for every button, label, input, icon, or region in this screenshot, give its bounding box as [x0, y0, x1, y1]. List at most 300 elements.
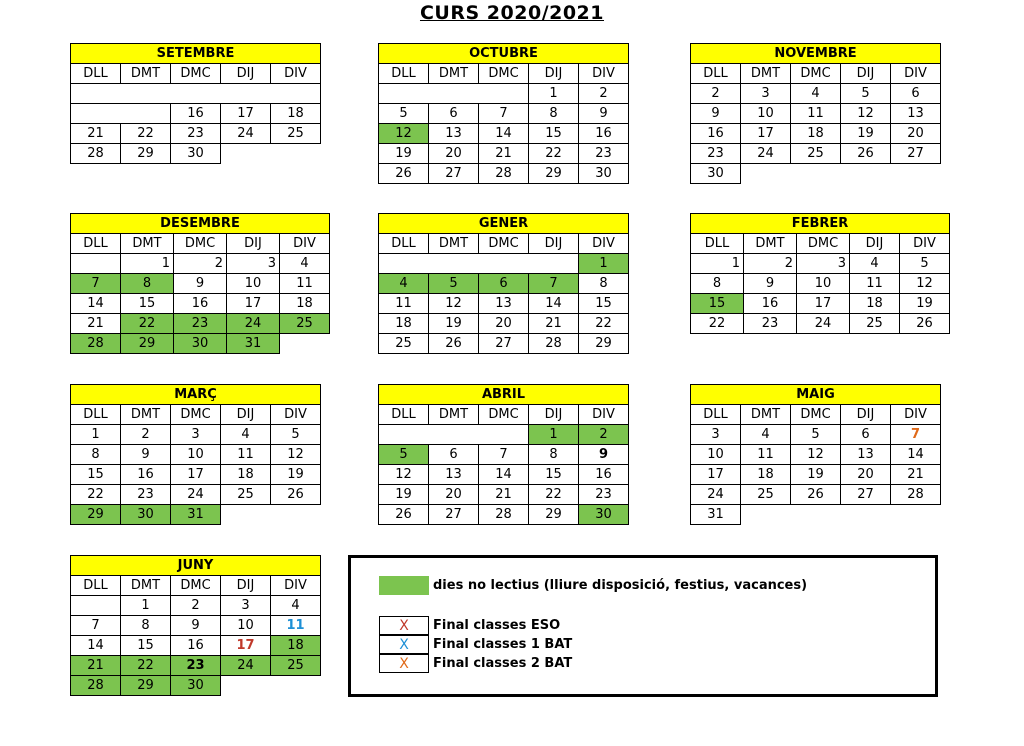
- weekday-label: DMT: [429, 405, 479, 425]
- week-row: [71, 445, 321, 465]
- empty-day: [429, 254, 479, 274]
- day-cell: 25: [221, 485, 271, 505]
- month-7: [378, 384, 629, 525]
- day-cell: 15: [121, 636, 171, 656]
- day-cell: 17: [797, 294, 850, 314]
- day-cell: 15: [579, 294, 629, 314]
- empty-day: [221, 505, 271, 525]
- month-name: FEBRER: [691, 214, 950, 234]
- day-cell: 9: [121, 445, 171, 465]
- month-0: [70, 43, 321, 164]
- day-cell: 20: [429, 485, 479, 505]
- day-cell: 5: [429, 274, 479, 294]
- day-cell: 13: [841, 445, 891, 465]
- day-cell: 21: [479, 485, 529, 505]
- day-cell: 13: [479, 294, 529, 314]
- week-row: [691, 144, 941, 164]
- empty-day: [221, 676, 271, 696]
- week-row: [71, 254, 330, 274]
- day-cell: 5: [791, 425, 841, 445]
- month-name: JUNY: [71, 556, 321, 576]
- week-row: [691, 425, 941, 445]
- day-cell: 10: [171, 445, 221, 465]
- weekday-label: DIJ: [221, 405, 271, 425]
- day-cell: 16: [171, 636, 221, 656]
- week-row: [691, 314, 950, 334]
- day-cell: 2: [579, 84, 629, 104]
- day-cell: 25: [850, 314, 900, 334]
- day-cell: 29: [121, 334, 174, 354]
- weekday-label: DIJ: [227, 234, 280, 254]
- day-cell: 1: [71, 425, 121, 445]
- month-name: NOVEMBRE: [691, 44, 941, 64]
- day-cell: 29: [529, 505, 579, 525]
- day-cell: 7: [529, 274, 579, 294]
- day-cell: 14: [71, 636, 121, 656]
- weekday-label: DLL: [379, 234, 429, 254]
- day-cell: 25: [379, 334, 429, 354]
- week-row: [691, 294, 950, 314]
- day-cell: 30: [579, 164, 629, 184]
- day-cell: 14: [479, 465, 529, 485]
- empty-day: [429, 425, 479, 445]
- day-cell: 29: [121, 144, 171, 164]
- day-cell: 23: [579, 144, 629, 164]
- weekday-label: DMC: [479, 234, 529, 254]
- day-cell: 23: [174, 314, 227, 334]
- weekday-label: DIJ: [529, 405, 579, 425]
- day-cell: 14: [529, 294, 579, 314]
- day-cell: 24: [797, 314, 850, 334]
- week-row: [379, 144, 629, 164]
- weekday-label: DMT: [121, 234, 174, 254]
- day-cell: 18: [271, 636, 321, 656]
- day-cell: 31: [691, 505, 741, 525]
- week-row: [691, 254, 950, 274]
- weekday-label: DIJ: [841, 405, 891, 425]
- day-cell: 9: [579, 104, 629, 124]
- day-cell: 13: [429, 124, 479, 144]
- day-cell: 6: [429, 104, 479, 124]
- day-cell: 23: [171, 124, 221, 144]
- week-row: [691, 485, 941, 505]
- weekday-label: DIJ: [221, 576, 271, 596]
- empty-day: [271, 505, 321, 525]
- day-cell: 7: [891, 425, 941, 445]
- weekday-label: DIV: [280, 234, 330, 254]
- day-cell: 15: [529, 124, 579, 144]
- day-cell: 4: [850, 254, 900, 274]
- legend-no-lectius-label: dies no lectius (lliure disposició, festius, vacances): [433, 578, 808, 593]
- day-cell: 8: [579, 274, 629, 294]
- day-cell: 30: [579, 505, 629, 525]
- day-cell: 18: [379, 314, 429, 334]
- day-cell: 4: [379, 274, 429, 294]
- day-cell: 9: [174, 274, 227, 294]
- day-cell: 28: [479, 505, 529, 525]
- day-cell: 4: [271, 596, 321, 616]
- legend-eso-label: Final classes ESO: [433, 618, 561, 633]
- week-row: [71, 294, 330, 314]
- month-name: GENER: [379, 214, 629, 234]
- week-row: [379, 84, 629, 104]
- day-cell: 28: [71, 676, 121, 696]
- day-cell: 10: [741, 104, 791, 124]
- day-cell: 11: [271, 616, 321, 636]
- day-cell: 7: [479, 445, 529, 465]
- week-row: [379, 254, 629, 274]
- weekday-label: DIV: [579, 234, 629, 254]
- day-cell: 2: [744, 254, 797, 274]
- weekday-label: DIJ: [850, 234, 900, 254]
- day-cell: 17: [691, 465, 741, 485]
- empty-day: [221, 84, 271, 104]
- empty-day: [741, 505, 791, 525]
- week-row: [691, 465, 941, 485]
- day-cell: 26: [379, 164, 429, 184]
- week-row: [71, 274, 330, 294]
- empty-day: [429, 84, 479, 104]
- day-cell: 5: [841, 84, 891, 104]
- day-cell: 16: [691, 124, 741, 144]
- week-row: [71, 676, 321, 696]
- day-cell: 3: [227, 254, 280, 274]
- month-6: [70, 384, 321, 525]
- empty-day: [71, 104, 121, 124]
- day-cell: 1: [579, 254, 629, 274]
- week-row: [691, 274, 950, 294]
- day-cell: 18: [791, 124, 841, 144]
- week-row: [71, 124, 321, 144]
- day-cell: 23: [691, 144, 741, 164]
- week-row: [691, 84, 941, 104]
- week-row: [71, 505, 321, 525]
- day-cell: 7: [71, 274, 121, 294]
- day-cell: 16: [121, 465, 171, 485]
- day-cell: 28: [71, 334, 121, 354]
- day-cell: 27: [479, 334, 529, 354]
- day-cell: 17: [221, 104, 271, 124]
- empty-day: [479, 84, 529, 104]
- day-cell: 6: [479, 274, 529, 294]
- weekday-label: DMT: [121, 576, 171, 596]
- day-cell: 19: [379, 485, 429, 505]
- weekday-label: DLL: [691, 234, 744, 254]
- week-row: [71, 334, 330, 354]
- weekday-label: DLL: [71, 64, 121, 84]
- empty-day: [791, 164, 841, 184]
- day-cell: 4: [280, 254, 330, 274]
- day-cell: 19: [271, 465, 321, 485]
- day-cell: 30: [171, 144, 221, 164]
- weekday-label: DLL: [379, 405, 429, 425]
- day-cell: 26: [429, 334, 479, 354]
- day-cell: 5: [379, 445, 429, 465]
- empty-day: [791, 505, 841, 525]
- weekday-label: DIJ: [221, 64, 271, 84]
- weekday-label: DLL: [71, 405, 121, 425]
- week-row: [71, 104, 321, 124]
- empty-day: [271, 144, 321, 164]
- day-cell: 18: [221, 465, 271, 485]
- day-cell: 1: [121, 254, 174, 274]
- week-row: [379, 124, 629, 144]
- weekday-label: DMC: [171, 64, 221, 84]
- day-cell: 18: [850, 294, 900, 314]
- legend-box: [348, 555, 938, 697]
- day-cell: 12: [429, 294, 479, 314]
- day-cell: 1: [121, 596, 171, 616]
- day-cell: 9: [171, 616, 221, 636]
- day-cell: 29: [71, 505, 121, 525]
- day-cell: 19: [900, 294, 950, 314]
- day-cell: 17: [221, 636, 271, 656]
- weekday-label: DIJ: [841, 64, 891, 84]
- day-cell: 27: [841, 485, 891, 505]
- day-cell: 17: [741, 124, 791, 144]
- day-cell: 20: [429, 144, 479, 164]
- day-cell: 14: [71, 294, 121, 314]
- month-1: [378, 43, 629, 184]
- day-cell: 24: [171, 485, 221, 505]
- day-cell: 15: [529, 465, 579, 485]
- day-cell: 9: [579, 445, 629, 465]
- day-cell: 22: [529, 144, 579, 164]
- day-cell: 8: [529, 104, 579, 124]
- day-cell: 5: [271, 425, 321, 445]
- empty-day: [71, 84, 121, 104]
- weekday-label: DLL: [379, 64, 429, 84]
- weekday-label: DMT: [121, 405, 171, 425]
- day-cell: 2: [579, 425, 629, 445]
- day-cell: 27: [429, 505, 479, 525]
- weekday-label: DLL: [71, 576, 121, 596]
- red-x-icon: X: [379, 616, 429, 635]
- day-cell: 25: [791, 144, 841, 164]
- empty-day: [891, 505, 941, 525]
- day-cell: 18: [741, 465, 791, 485]
- weekday-label: DIV: [271, 576, 321, 596]
- day-cell: 27: [891, 144, 941, 164]
- month-3: [70, 213, 330, 354]
- day-cell: 16: [171, 104, 221, 124]
- week-row: [691, 445, 941, 465]
- week-row: [71, 656, 321, 676]
- day-cell: 19: [379, 144, 429, 164]
- day-cell: 26: [379, 505, 429, 525]
- day-cell: 9: [691, 104, 741, 124]
- day-cell: 21: [891, 465, 941, 485]
- weekday-label: DIJ: [529, 234, 579, 254]
- weekday-label: DMT: [121, 64, 171, 84]
- legend-row-no-lectius: [379, 576, 807, 595]
- day-cell: 22: [529, 485, 579, 505]
- week-row: [71, 596, 321, 616]
- weekday-label: DIJ: [529, 64, 579, 84]
- day-cell: 19: [791, 465, 841, 485]
- day-cell: 8: [691, 274, 744, 294]
- empty-day: [121, 84, 171, 104]
- month-name: DESEMBRE: [71, 214, 330, 234]
- day-cell: 22: [121, 656, 171, 676]
- day-cell: 21: [71, 124, 121, 144]
- day-cell: 4: [791, 84, 841, 104]
- day-cell: 28: [529, 334, 579, 354]
- day-cell: 17: [171, 465, 221, 485]
- week-row: [71, 465, 321, 485]
- weekday-label: DMT: [744, 234, 797, 254]
- day-cell: 23: [744, 314, 797, 334]
- empty-day: [741, 164, 791, 184]
- weekday-label: DMC: [479, 64, 529, 84]
- weekday-label: DIV: [900, 234, 950, 254]
- empty-day: [280, 334, 330, 354]
- day-cell: 2: [691, 84, 741, 104]
- day-cell: 18: [271, 104, 321, 124]
- week-row: [691, 104, 941, 124]
- day-cell: 14: [479, 124, 529, 144]
- week-row: [379, 294, 629, 314]
- weekday-label: DLL: [691, 64, 741, 84]
- week-row: [379, 505, 629, 525]
- day-cell: 3: [171, 425, 221, 445]
- day-cell: 15: [71, 465, 121, 485]
- day-cell: 10: [691, 445, 741, 465]
- day-cell: 22: [121, 124, 171, 144]
- day-cell: 3: [221, 596, 271, 616]
- weekday-label: DMT: [741, 64, 791, 84]
- orange-x-icon: X: [379, 654, 429, 673]
- legend-bat1-label: Final classes 1 BAT: [433, 637, 573, 652]
- day-cell: 8: [121, 616, 171, 636]
- day-cell: 4: [221, 425, 271, 445]
- day-cell: 1: [691, 254, 744, 274]
- day-cell: 27: [429, 164, 479, 184]
- weekday-label: DIV: [579, 64, 629, 84]
- day-cell: 19: [841, 124, 891, 144]
- weekday-label: DMT: [429, 234, 479, 254]
- empty-day: [171, 84, 221, 104]
- week-row: [379, 485, 629, 505]
- page-title: CURS 2020/2021: [419, 2, 604, 24]
- week-row: [691, 124, 941, 144]
- day-cell: 16: [579, 124, 629, 144]
- day-cell: 7: [71, 616, 121, 636]
- empty-day: [271, 84, 321, 104]
- day-cell: 8: [71, 445, 121, 465]
- day-cell: 25: [741, 485, 791, 505]
- day-cell: 29: [529, 164, 579, 184]
- day-cell: 30: [174, 334, 227, 354]
- day-cell: 12: [379, 124, 429, 144]
- day-cell: 12: [379, 465, 429, 485]
- month-name: OCTUBRE: [379, 44, 629, 64]
- day-cell: 31: [227, 334, 280, 354]
- week-row: [71, 314, 330, 334]
- day-cell: 21: [71, 656, 121, 676]
- day-cell: 6: [429, 445, 479, 465]
- week-row: [71, 636, 321, 656]
- weekday-label: DIV: [891, 64, 941, 84]
- week-row: [379, 104, 629, 124]
- week-row: [691, 505, 941, 525]
- day-cell: 11: [379, 294, 429, 314]
- day-cell: 10: [797, 274, 850, 294]
- month-9: [70, 555, 321, 696]
- weekday-label: DMC: [171, 405, 221, 425]
- day-cell: 29: [579, 334, 629, 354]
- weekday-label: DIV: [271, 64, 321, 84]
- month-name: MAIG: [691, 385, 941, 405]
- day-cell: 10: [227, 274, 280, 294]
- month-2: [690, 43, 941, 184]
- weekday-label: DMC: [791, 405, 841, 425]
- week-row: [71, 616, 321, 636]
- empty-day: [479, 425, 529, 445]
- week-row: [71, 485, 321, 505]
- day-cell: 10: [221, 616, 271, 636]
- day-cell: 5: [379, 104, 429, 124]
- day-cell: 24: [741, 144, 791, 164]
- day-cell: 28: [71, 144, 121, 164]
- day-cell: 21: [479, 144, 529, 164]
- day-cell: 26: [791, 485, 841, 505]
- day-cell: 20: [891, 124, 941, 144]
- day-cell: 1: [529, 425, 579, 445]
- day-cell: 13: [429, 465, 479, 485]
- legend-bat2-label: Final classes 2 BAT: [433, 656, 573, 671]
- day-cell: 11: [850, 274, 900, 294]
- month-4: [378, 213, 629, 354]
- day-cell: 24: [221, 656, 271, 676]
- weekday-label: DLL: [691, 405, 741, 425]
- empty-day: [71, 596, 121, 616]
- day-cell: 17: [227, 294, 280, 314]
- day-cell: 19: [429, 314, 479, 334]
- legend-row-bat2: [379, 654, 572, 673]
- empty-day: [479, 254, 529, 274]
- day-cell: 14: [891, 445, 941, 465]
- day-cell: 29: [121, 676, 171, 696]
- month-5: [690, 213, 950, 334]
- day-cell: 30: [121, 505, 171, 525]
- month-8: [690, 384, 941, 525]
- day-cell: 5: [900, 254, 950, 274]
- day-cell: 3: [797, 254, 850, 274]
- day-cell: 6: [891, 84, 941, 104]
- week-row: [379, 465, 629, 485]
- day-cell: 22: [691, 314, 744, 334]
- day-cell: 25: [271, 656, 321, 676]
- empty-day: [271, 676, 321, 696]
- day-cell: 21: [529, 314, 579, 334]
- day-cell: 4: [741, 425, 791, 445]
- day-cell: 11: [280, 274, 330, 294]
- empty-day: [891, 164, 941, 184]
- month-name: MARÇ: [71, 385, 321, 405]
- empty-day: [841, 505, 891, 525]
- weekday-label: DMT: [741, 405, 791, 425]
- day-cell: 25: [280, 314, 330, 334]
- day-cell: 24: [221, 124, 271, 144]
- day-cell: 24: [691, 485, 741, 505]
- day-cell: 3: [741, 84, 791, 104]
- blue-x-icon: X: [379, 635, 429, 654]
- empty-day: [379, 84, 429, 104]
- empty-day: [529, 254, 579, 274]
- day-cell: 26: [841, 144, 891, 164]
- day-cell: 20: [479, 314, 529, 334]
